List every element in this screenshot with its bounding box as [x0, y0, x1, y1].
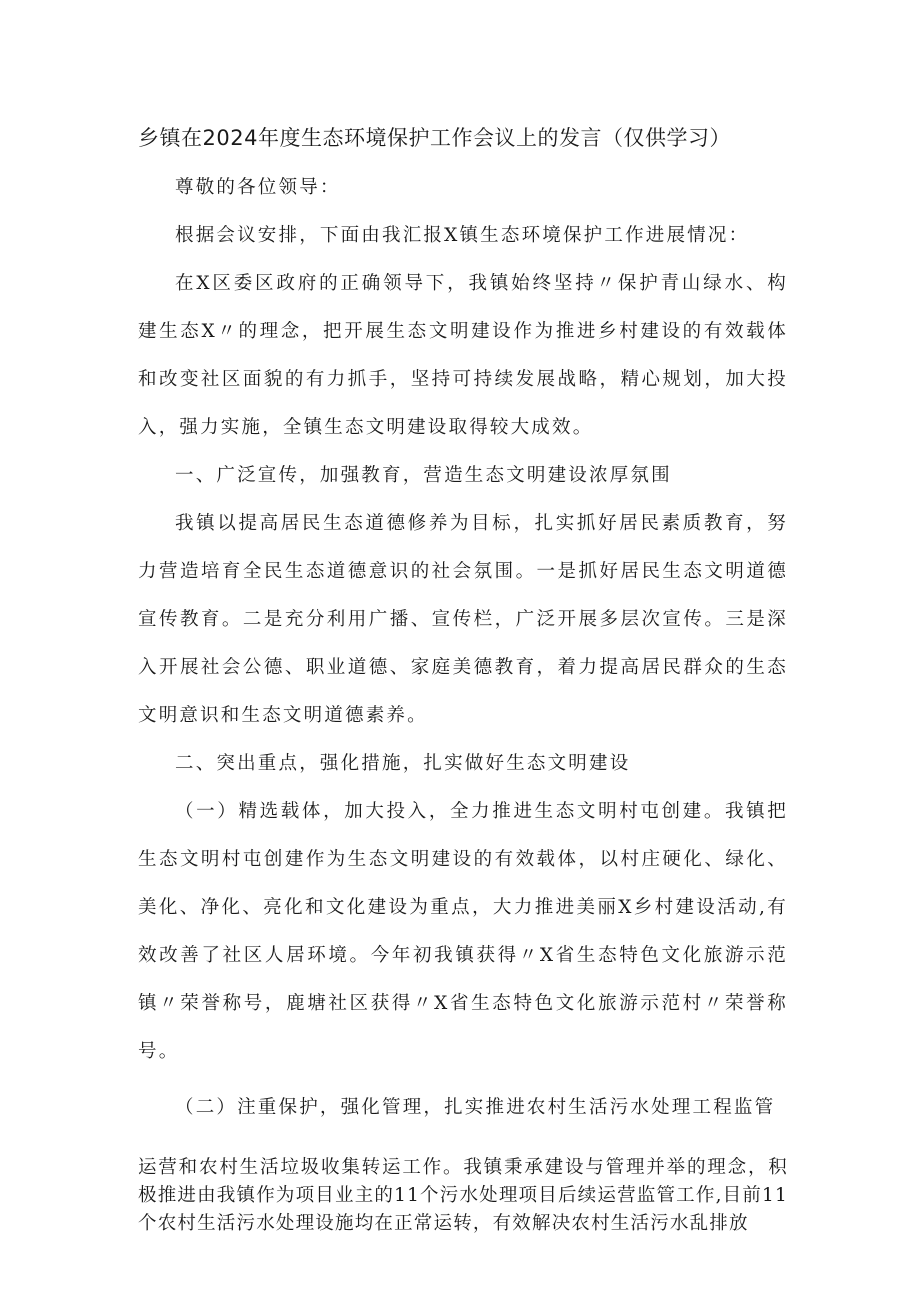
intro-paragraph: 根据会议安排，下面由我汇报X镇生态环境保护工作进展情况： [175, 225, 750, 246]
document-title: 乡镇在2024年度生态环境保护工作会议上的发言（仅供学习） [138, 126, 731, 150]
section-1-paragraph: 我镇以提高居民生态道德修养为目标，扎实抓好居民素质教育，努力营造培育全民生态道德意识的社会氛围。一是抓好居民生态文明道德宣传教育。二是充分利用广播、宣传栏，广泛开展多层次宣传。三是深入开展社会公德、职业道德、家庭美德教育，着力提高居民群众的生态文明意识和生态文明道德素养。 [138, 513, 788, 726]
paragraph-gap [138, 1132, 788, 1154]
paragraph-gap [138, 1076, 788, 1084]
document-body [138, 164, 788, 1238]
salutation: 尊敬的各位领导： [175, 177, 341, 198]
subsection-2-paragraph: 运营和农村生活垃圾收集转运工作。我镇秉承建设与管理并举的理念，积极推进由我镇作为项目业主的11个污水处理项目后续运营监管工作,目前11个农村生活污水处理设施均在正常运转，有效解决农村生活污水乱排放 [138, 1157, 788, 1234]
subsection-2-heading: （二）注重保护，强化管理，扎实推进农村生活污水处理工程监管 [175, 1097, 776, 1118]
overview-paragraph: 在X区委区政府的正确领导下，我镇始终坚持〃保护青山绿水、构建生态X〃的理念，把开展生态文明建设作为推进乡村建设的有效载体和改变社区面貌的有力抓手，坚持可持续发展战略，精心规划，加大投入，强力实施，全镇生态文明建设取得较大成效。 [138, 273, 788, 438]
section-heading-2: 二、突出重点，强化措施，扎实做好生态文明建设 [175, 753, 631, 774]
section-heading-1: 一、广泛宣传，加强教育，营造生态文明建设浓厚氛围 [175, 465, 672, 486]
subsection-1-paragraph: （一）精选载体，加大投入，全力推进生态文明村屯创建。我镇把生态文明村屯创建作为生态文明建设的有效载体，以村庄硬化、绿化、美化、净化、亮化和文化建设为重点，大力推进美丽X乡村建设活动,有效改善了社区人居环境。今年初我镇获得〃X省生态特色文化旅游示范镇〃荣誉称号，鹿塘社区获得〃X省生态特色文化旅游示范村〃荣誉称号。 [138, 801, 788, 1062]
